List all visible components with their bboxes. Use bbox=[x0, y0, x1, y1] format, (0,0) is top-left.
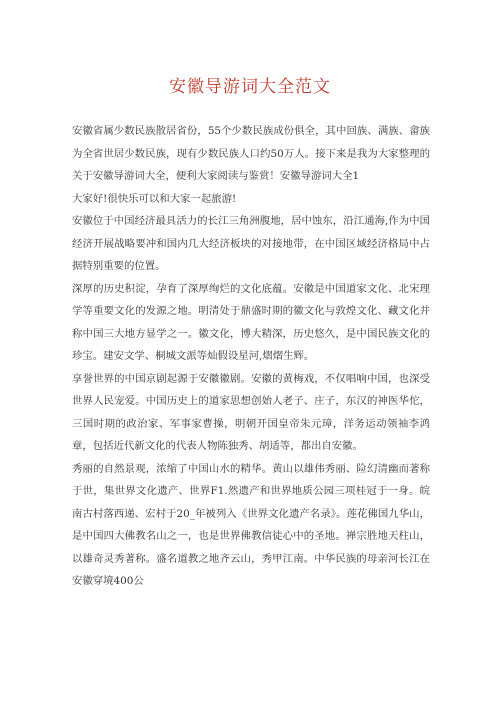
paragraph: 深厚的历史积淀，孕育了深厚绚烂的文化底蕴。安徽是中国道家文化、北宋理学等重要文化的发源之地。明清处于鼎盛时期的徽文化与敦煌文化、藏文化并称中国三大地方显学之一。徽文化，博大精深，历史悠久，是中国民族文化的珍宝。建安文学、桐城文派等灿假设星河,熠熠生辉。 bbox=[72, 282, 430, 362]
paragraph: 秀丽的自然景观，浓缩了中国山水的精华。黄山以雄伟秀丽、险幻清幽而著称于世，集世界文化遗产、世界F1.然遗产和世界地质公园三项桂冠于一身。皖南古村落西递、宏村于20_年被列入《世界文化遗产名录》。莲花佛国九华山，是中国四大佛教名山之一，也是世界佛教信徒心中的圣地。禅宗胜地天柱山，以雄奇灵秀著称。盛名道教之地齐云山，秀甲江南。中华民族的母亲河长江在安徽穿境400公 bbox=[72, 462, 430, 587]
document-title: 安徽导游词大全范文 bbox=[169, 77, 331, 97]
paragraph: 大家好!很快乐可以和大家一起旅游! bbox=[72, 192, 237, 205]
paragraph: 享誉世界的中国京剧起源于安徽徽剧。安徽的黄梅戏，不仅唱响中国，也深受世界人民宠爱。中国历史上的道家思想创始人老子、庄子，东汉的神医华佗，三国时期的政治家、军事家曹操，明朝开国皇帝朱元璋，洋务运动领袖李鸿章，包括近代新文化的代表人物陈独秀、胡适等，都出自安徽。 bbox=[72, 372, 430, 452]
document-body bbox=[72, 120, 430, 593]
paragraph: 安徽位于中国经济最具活力的长江三角洲腹地，居中蚀东，沿江通海,作为中国经济开展战略要冲和国内几大经济板块的对接地带，在中国区域经济格局中占据特别重要的位置。 bbox=[72, 215, 430, 272]
paragraph: 安徽省属少数民族散居省份，55个少数民族成份俱全，其中回族、满族、畲族为全省世居少数民族，现有少数民族人口约50万人。接下来是我为大家整理的关于安徽导游词大全，便利大家阅读与鉴赏！安徽导游词大全1 bbox=[72, 125, 430, 182]
